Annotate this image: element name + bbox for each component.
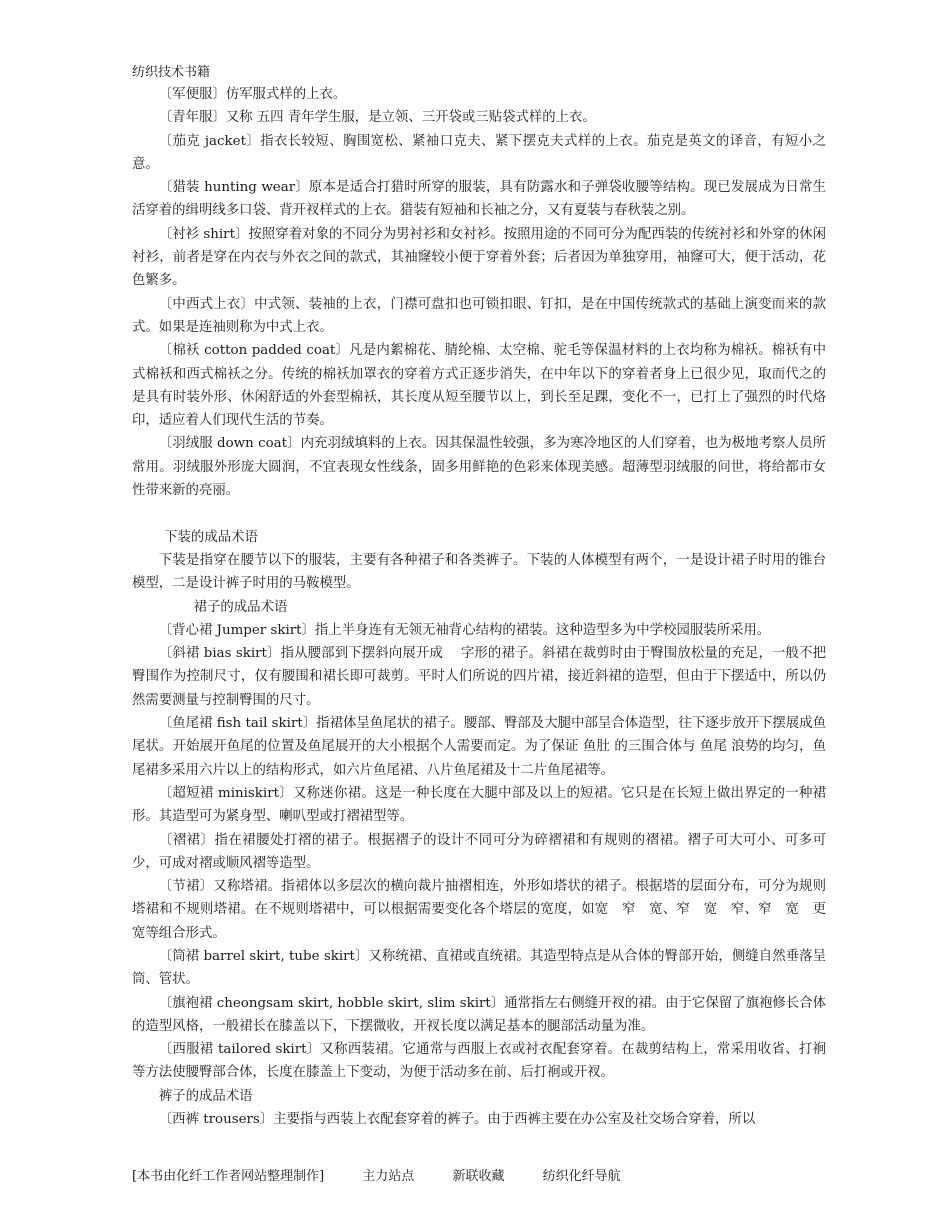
- paragraph: 〔筒裙 barrel skirt, tube skirt〕又称统裙、直裙或直统裙。其造型特点是从合体的臀部开始，侧缝自然垂落呈筒、管状。: [132, 948, 826, 988]
- paragraph: 〔羽绒服 down coat〕内充羽绒填料的上衣。因其保温性较强，多为寒冷地区的人们穿着，也为极地考察人员所常用。羽绒服外形庞大圆润，不宜表现女性线条，固多用鲜艳的色彩来体现美感。超薄型羽绒服的问世，将给都市女性带来新的亮丽。: [132, 436, 826, 499]
- paragraph: 〔棉袄 cotton padded coat〕凡是内絮棉花、腈纶棉、太空棉、驼毛等保温材料的上衣均称为棉袄。棉袄有中式棉袄和西式棉袄之分。传统的棉袄加罩衣的穿着方式正逐步消失，在中年以下的穿着者身上已很少见，取而代之的是具有时装外形、休闲舒适的外套型棉袄，其长度从短至腰节以上，到长至足踝，变化不一，已打上了强烈的时代烙印，适应着人们现代生活的节奏。: [132, 343, 826, 429]
- paragraph: 〔背心裙 Jumper skirt〕指上半身连有无领无袖背心结构的裙装。这种造型多为中学校园服装所采用。: [158, 622, 771, 638]
- paragraph: 〔旗袍裙 cheongsam skirt, hobble skirt, slim skirt〕通常指左右侧缝开衩的裙。由于它保留了旗袍修长合体的造型风格，一般裙长在膝盖以下，下摆微收，开衩长度以满足基本的腿部活动量为准。: [132, 995, 826, 1034]
- blank-line: [132, 502, 826, 525]
- paragraph: 〔西裤 trousers〕主要指与西装上衣配套穿着的裤子。由于西裤主要在办公室及社交场合穿着，所以: [158, 1112, 756, 1128]
- paragraph: 〔超短裙 miniskirt〕又称迷你裙。这是一种长度在大腿中部及以上的短裙。它只是在长短上做出界定的一种裙形。其造型可为紧身型、喇叭型或打褶裙型等。: [132, 785, 826, 825]
- paragraph: 〔衬衫 shirt〕按照穿着对象的不同分为男衬衫和女衬衫。按照用途的不同可分为配西装的传统衬衫和外穿的休闲衬衫，前者是穿在内衣与外衣之间的款式，其袖窿较小便于穿着外套；后者因为单独穿用，袖窿可大，便于活动，花色繁多。: [132, 226, 826, 289]
- paragraph: 〔茄克 jacket〕指衣长较短、胸围宽松、紧袖口克夫、紧下摆克夫式样的上衣。茄克是英文的译音，有短小之意。: [132, 133, 826, 172]
- paragraph: 〔军便服〕仿军服式样的上衣。: [158, 87, 347, 102]
- paragraph: 〔中西式上衣〕中式领、装袖的上衣，门襟可盘扣也可锁扣眼、钉扣，是在中国传统款式的基础上演变而来的款式。如果是连袖则称为中式上衣。: [132, 296, 826, 335]
- footer-note: [本书由化纤工作者网站整理制作]: [132, 1169, 325, 1184]
- paragraph: 〔青年服〕又称 五四 青年学生服，是立领、三开袋或三贴袋式样的上衣。: [158, 110, 596, 126]
- paragraph: 〔西服裙 tailored skirt〕又称西装裙。它通常与西服上衣或衬衣配套穿着。在裁剪结构上，常采用收省、打裥等方法使腰臀部合体，长度在膝盖上下变动，为便于活动多在前、后打裥或开衩。: [132, 1042, 826, 1081]
- page-footer: [132, 1167, 621, 1187]
- running-header: 纺织技术书籍: [132, 65, 211, 80]
- footer-link-favorites[interactable]: 新联收藏: [452, 1169, 505, 1184]
- subsection-heading: 裙子的成品术语: [193, 599, 288, 615]
- subsection-heading: 裤子的成品术语: [158, 1088, 253, 1104]
- paragraph: 〔猎装 hunting wear〕原本是适合打猎时所穿的服装，具有防露水和子弹袋收腰等结构。现已发展成为日常生活穿着的缉明线多口袋、背开衩样式的上衣。猎装有短袖和长袖之分，又有夏装与春秋装之别。: [132, 180, 826, 219]
- paragraph: 〔褶裙〕指在裙腰处打褶的裙子。根据褶子的设计不同可分为碎褶裙和有规则的褶裙。褶子可大可小、可多可少，可成对褶或顺风褶等造型。: [132, 832, 826, 871]
- section-heading: 下装的成品术语: [164, 529, 258, 545]
- paragraph: 下装是指穿在腰节以下的服装，主要有各种裙子和各类裤子。下装的人体模型有两个，一是设计裙子时用的锥台模型，二是设计裤子时用的马鞍模型。: [132, 552, 826, 592]
- footer-link-main-site[interactable]: 主力站点: [362, 1169, 415, 1184]
- paragraph: 〔斜裙 bias skirt〕指从腰部到下摆斜向展开成 字形的裙子。斜裙在裁剪时由于臀围放松量的充足，一般不把臀围作为控制尺寸，仅有腰围和裙长即可裁剪。平时人们所说的四片裙，接近斜裙的造型，但由于下摆适中，所以仍然需要测量与控制臀围的尺寸。: [132, 646, 826, 708]
- footer-link-navigation[interactable]: 纺织化纤导航: [542, 1169, 621, 1184]
- body-text: [132, 83, 826, 1131]
- paragraph: 〔鱼尾裙 fish tail skirt〕指裙体呈鱼尾状的裙子。腰部、臀部及大腿中部呈合体造型，往下逐步放开下摆展成鱼尾状。开始展开鱼尾的位置及鱼尾展开的大小根据个人需要而定。为了保证 鱼肚 的三围合体与 鱼尾 浪势的均匀，鱼尾裙多采用六片以上的结构形式，如六片鱼尾裙、八片鱼尾裙及十二片鱼尾裙等。: [132, 716, 826, 778]
- paragraph: 〔节裙〕又称塔裙。指裙体以多层次的横向裁片抽褶相连，外形如塔状的裙子。根据塔的层面分布，可分为规则塔裙和不规则塔裙。在不规则塔裙中，可以根据需要变化各个塔层的宽度，如宽 窄 宽、窄 宽 窄、窄 宽 更宽等组合形式。: [132, 879, 826, 941]
